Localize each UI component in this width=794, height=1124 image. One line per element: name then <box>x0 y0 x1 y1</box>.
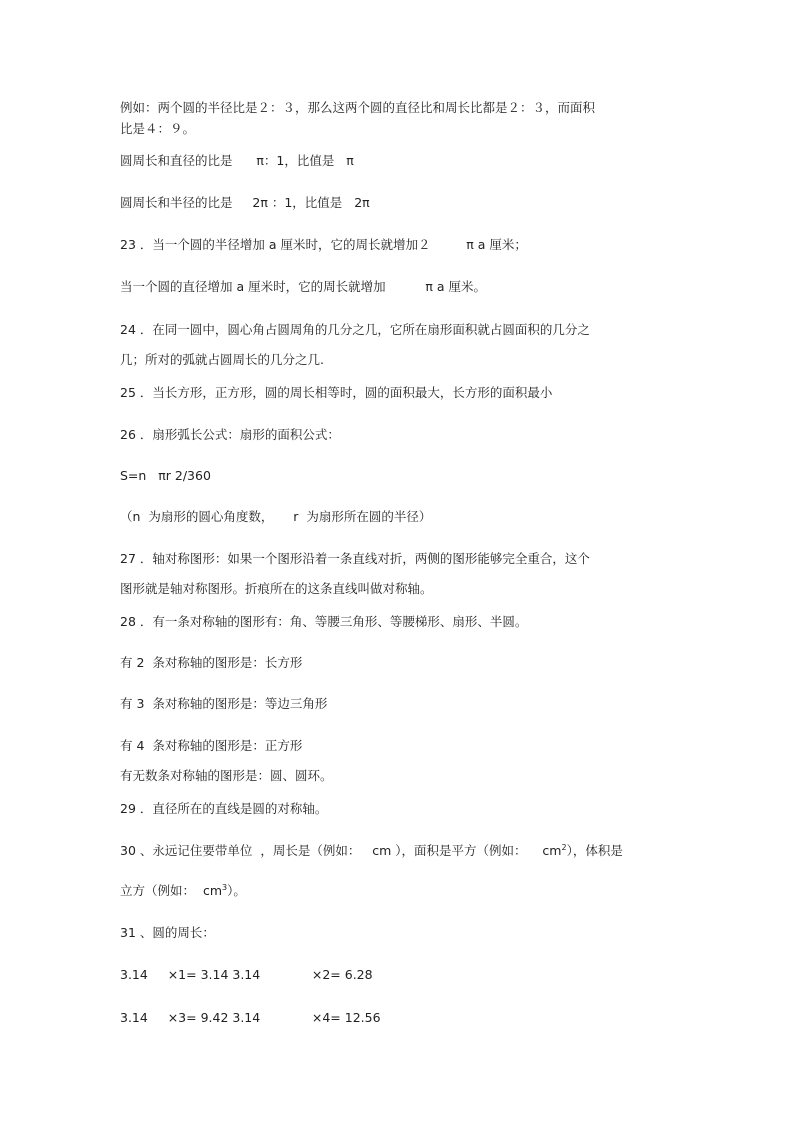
text-line-item-28: 28 ．有一条对称轴的图形有：角、等腰三角形、等腰梯形、扇形、半圆。 <box>120 614 528 629</box>
text-line-calc-2: 3.14 ×3= 9.42 3.14 ×4= 12.56 <box>120 1010 381 1025</box>
item-30-text-end: ），体积是 <box>566 843 623 858</box>
text-line-circumference-diameter: 圆周长和直径的比是 π：1，比值是 π <box>120 153 354 168</box>
text-line-formula-note: （n 为扇形的圆心角度数， r 为扇形所在圆的半径） <box>120 509 432 524</box>
text-line-infinite-axes: 有无数条对称轴的图形是：圆、圆环。 <box>120 768 333 783</box>
text-line-four-axes: 有 4 条对称轴的图形是：正方形 <box>120 738 303 753</box>
text-line-item-27-cont: 图形就是轴对称图形。折痕所在的这条直线叫做对称轴。 <box>120 581 433 596</box>
text-line-item-27: 27 ．轴对称图形：如果一个图形沿着一条直线对折，两侧的图形能够完全重合，这个 <box>120 551 590 566</box>
item-30-cont-text: 立方（例如： cm <box>120 883 222 898</box>
text-line-example: 例如：两个圆的半径比是２：３，那么这两个圆的直径比和周长比都是２：３，而面积 <box>120 100 596 115</box>
item-30-text: 30 、永远记住要带单位 ，周长是（例如： cm ），面积是平方（例如： cm <box>120 843 562 858</box>
text-line-item-23: 23 ．当一个圆的半径增加 a 厘米时，它的周长就增加２ π a 厘米； <box>120 237 527 252</box>
text-line-circumference-radius: 圆周长和半径的比是 2π ：1，比值是 2π <box>120 195 370 210</box>
text-line-item-26: 26 ．扇形弧长公式：扇形的面积公式： <box>120 427 340 442</box>
text-line-three-axes: 有 3 条对称轴的图形是：等边三角形 <box>120 696 328 711</box>
text-line-two-axes: 有 2 条对称轴的图形是：长方形 <box>120 655 303 670</box>
text-line-item-30-cont <box>120 883 246 899</box>
text-line-item-30 <box>120 843 623 859</box>
text-line-item-23-cont: 当一个圆的直径增加 a 厘米时，它的周长就增加 π a 厘米。 <box>120 279 486 294</box>
text-line-calc-1: 3.14 ×1= 3.14 3.14 ×2= 6.28 <box>120 967 373 982</box>
item-30-superscript: 2 <box>561 843 567 852</box>
item-30-cont-text-end: ）。 <box>227 883 246 898</box>
text-line-formula: S=n πr 2/360 <box>120 468 211 483</box>
text-line-item-29: 29 ．直径所在的直线是圆的对称轴。 <box>120 801 328 816</box>
text-line-item-25: 25 ．当长方形，正方形，圆的周长相等时，圆的面积最大，长方形的面积最小 <box>120 385 553 400</box>
text-line-example-cont: 比是４：９。 <box>120 121 196 136</box>
text-line-item-24-cont: 几；所对的弧就占圆周长的几分之几. <box>120 352 324 367</box>
text-line-item-31: 31 、圆的周长： <box>120 925 215 940</box>
text-line-item-24: 24 ．在同一圆中，圆心角占圆周角的几分之几，它所在扇形面积就占圆面积的几分之 <box>120 322 590 337</box>
item-30-cont-superscript: 3 <box>222 883 228 892</box>
